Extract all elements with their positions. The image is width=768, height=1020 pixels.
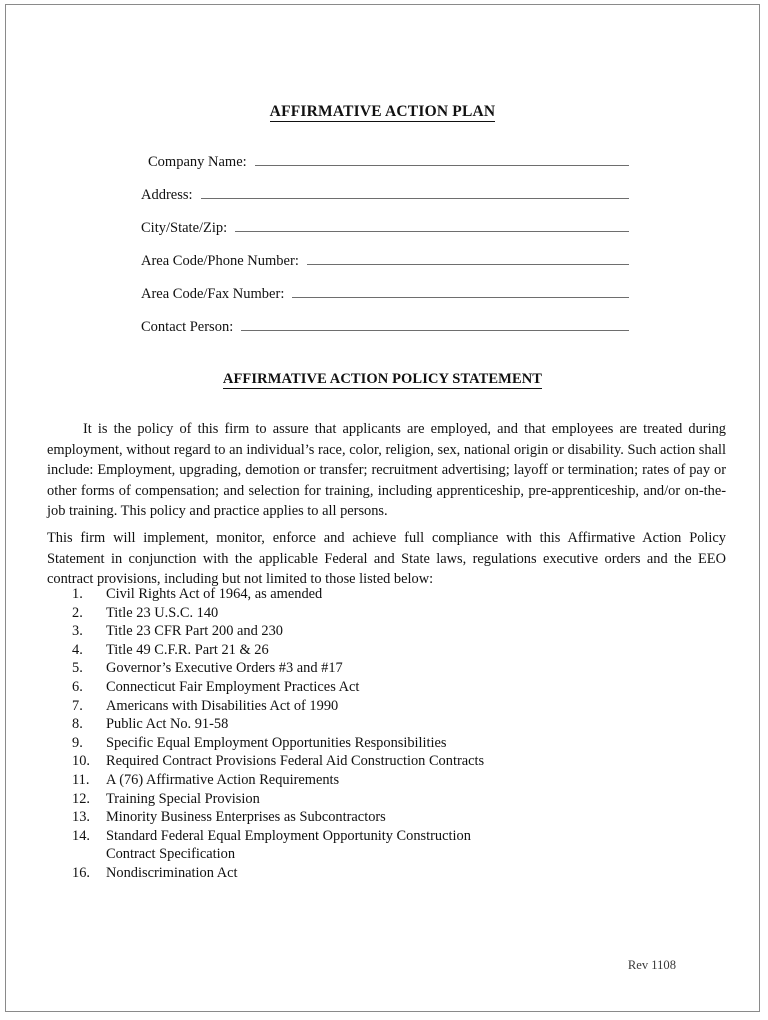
field-row-contact-person (6, 318, 759, 351)
list-item-label: Minority Business Enterprises as Subcontractors (106, 809, 386, 826)
list-item (66, 604, 626, 623)
list-item (66, 659, 626, 678)
list-item-number: 11. (72, 771, 90, 788)
list-item-label: Title 23 U.S.C. 140 (106, 604, 219, 621)
list-item-number: 13. (72, 809, 90, 826)
list-item (66, 864, 626, 883)
field-row-city-state-zip (6, 219, 759, 252)
list-item (66, 752, 626, 771)
list-item (66, 734, 626, 753)
list-item-number: 5. (72, 660, 83, 677)
list-item-label: Title 49 C.F.R. Part 21 & 26 (106, 641, 269, 658)
list-item-label: Civil Rights Act of 1964, as amended (106, 586, 323, 602)
input-address[interactable] (201, 186, 629, 199)
list-item-label: Nondiscrimination Act (106, 864, 238, 881)
list-item (66, 697, 626, 716)
list-item (66, 622, 626, 641)
input-fax-number[interactable] (292, 285, 629, 298)
list-item (66, 715, 626, 734)
label-fax-number: Area Code/Fax Number: (141, 286, 285, 303)
page-title (6, 103, 759, 121)
field-row-phone-number (6, 252, 759, 285)
label-address: Address: (141, 187, 193, 204)
label-contact-person: Contact Person: (141, 319, 234, 336)
list-item-number: 10. (72, 753, 90, 770)
law-reference-list (66, 585, 626, 883)
list-item (66, 808, 626, 827)
list-item-number: 2. (72, 604, 83, 621)
input-phone-number[interactable] (307, 252, 629, 265)
list-item-label: Specific Equal Employment Opportunities Responsibilities (106, 734, 447, 751)
list-item (66, 790, 626, 809)
list-item-label-continuation: Contract Specification (106, 846, 236, 863)
company-info-form (6, 153, 759, 351)
list-item (66, 827, 626, 846)
list-item-number: 3. (72, 623, 83, 640)
input-city-state-zip[interactable] (235, 219, 629, 232)
policy-paragraph-1: It is the policy of this firm to assure that applicants are employed, and that employees are treated during employment, without regard to an individual’s race, color, religion, sex, national origin or disability. Such action shall include: Employment, upgrading, demotion or transfer; recruitment advertising; layoff or termination; rates of pay or other forms of compensation; and selection for training, including apprenticeship, pre-apprenticeship, and/or on-the-job training. This policy and practice applies to all persons. (47, 421, 726, 520)
list-item-number: 9. (72, 734, 83, 751)
list-item-number: 7. (72, 697, 83, 714)
policy-paragraph-2: This firm will implement, monitor, enforce and achieve full compliance with this Affirmative Action Policy Statement in conjunction with the applicable Federal and State laws, regulations executive orders and the EEO contract provisions, including but not limited to those listed below: (47, 530, 726, 588)
list-item-number: 12. (72, 790, 90, 807)
input-company-name[interactable] (255, 153, 629, 166)
list-item-label: Governor’s Executive Orders #3 and #17 (106, 660, 343, 677)
label-city-state-zip: City/State/Zip: (141, 220, 228, 237)
list-item-label: A (76) Affirmative Action Requirements (106, 771, 340, 788)
page-title-text: AFFIRMATIVE ACTION PLAN (269, 103, 496, 120)
document-page (5, 4, 760, 1012)
field-row-address (6, 186, 759, 219)
list-item-number: 4. (72, 641, 83, 658)
field-row-company-name (6, 153, 759, 186)
list-item (66, 678, 626, 697)
list-item (66, 585, 626, 604)
list-item-label: Training Special Provision (106, 790, 260, 807)
revision-footer: Rev 1108 (627, 958, 676, 972)
list-item-label: Connecticut Fair Employment Practices Act (106, 678, 360, 695)
list-item-number: 16. (72, 864, 90, 881)
list-item-number: 1. (72, 586, 83, 602)
list-item (66, 771, 626, 790)
list-item-number: 6. (72, 678, 83, 695)
list-item-number: 14. (72, 827, 90, 844)
section-heading-policy-statement (6, 371, 759, 388)
list-item-label: Required Contract Provisions Federal Aid Construction Contracts (106, 753, 485, 770)
label-phone-number: Area Code/Phone Number: (141, 253, 299, 270)
list-item-label: Public Act No. 91-58 (106, 716, 229, 733)
list-item (66, 641, 626, 660)
field-row-fax-number (6, 285, 759, 318)
input-contact-person[interactable] (241, 318, 629, 331)
page-content (6, 5, 759, 1011)
list-item-number: 8. (72, 716, 83, 733)
list-item-label: Standard Federal Equal Employment Opportunity Construction (106, 827, 471, 844)
label-company-name: Company Name: (148, 154, 247, 171)
section-heading-text: AFFIRMATIVE ACTION POLICY STATEMENT (222, 371, 543, 387)
list-item-label: Americans with Disabilities Act of 1990 (106, 697, 339, 714)
list-item-label: Title 23 CFR Part 200 and 230 (106, 623, 283, 640)
